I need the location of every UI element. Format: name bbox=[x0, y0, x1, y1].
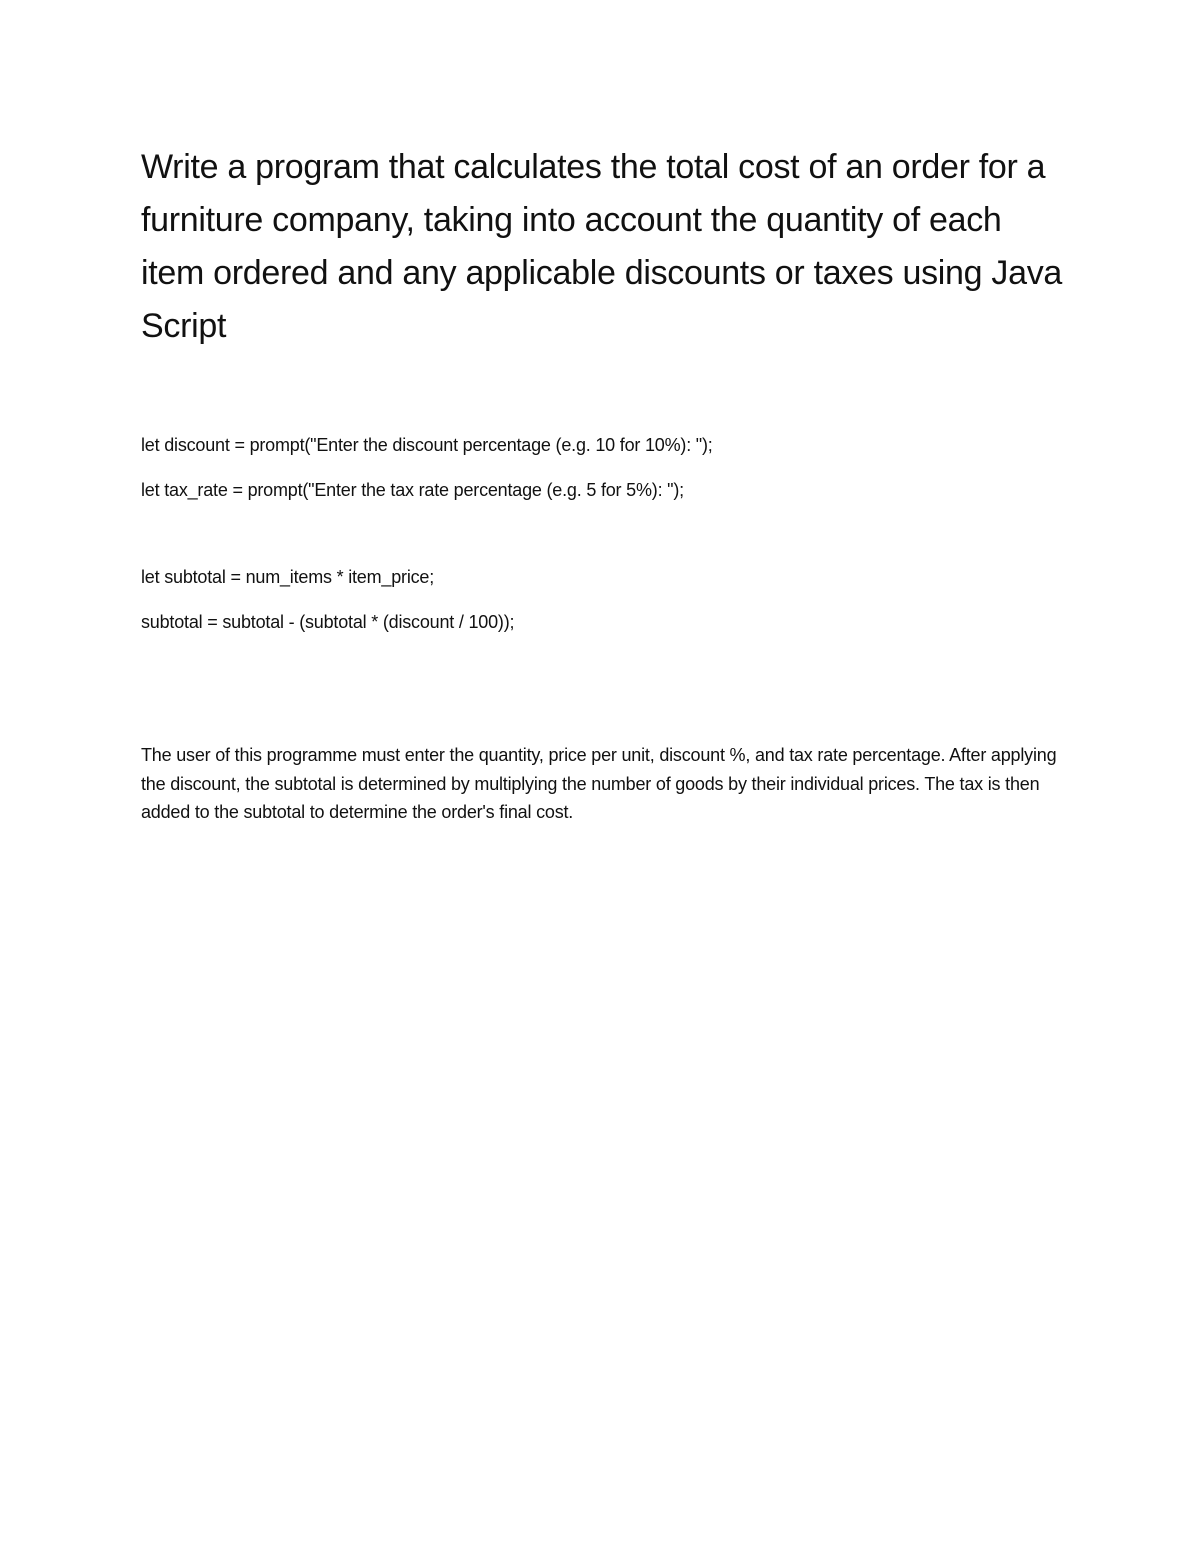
code-line-subtotal-discount: subtotal = subtotal - (subtotal * (discount / 100)); bbox=[141, 612, 515, 632]
code-line-discount: let discount = prompt("Enter the discount percentage (e.g. 10 for 10%): "); bbox=[141, 435, 713, 455]
code-line-tax-rate: let tax_rate = prompt("Enter the tax rate percentage (e.g. 5 for 5%): "); bbox=[141, 480, 684, 500]
explanation-paragraph: The user of this programme must enter the quantity, price per unit, discount %, and tax rate percentage. After applying the discount, the subtotal is determined by multiplying the number of goods by their individual prices. The tax is then added to the subtotal to determine the order's final cost. bbox=[141, 745, 1057, 822]
code-line-subtotal: let subtotal = num_items * item_price; bbox=[141, 567, 435, 587]
document-title: Write a program that calculates the total cost of an order for a furniture company, taking into account the quantity of each item ordered and any applicable discounts or taxes using Java Script bbox=[141, 148, 1063, 345]
